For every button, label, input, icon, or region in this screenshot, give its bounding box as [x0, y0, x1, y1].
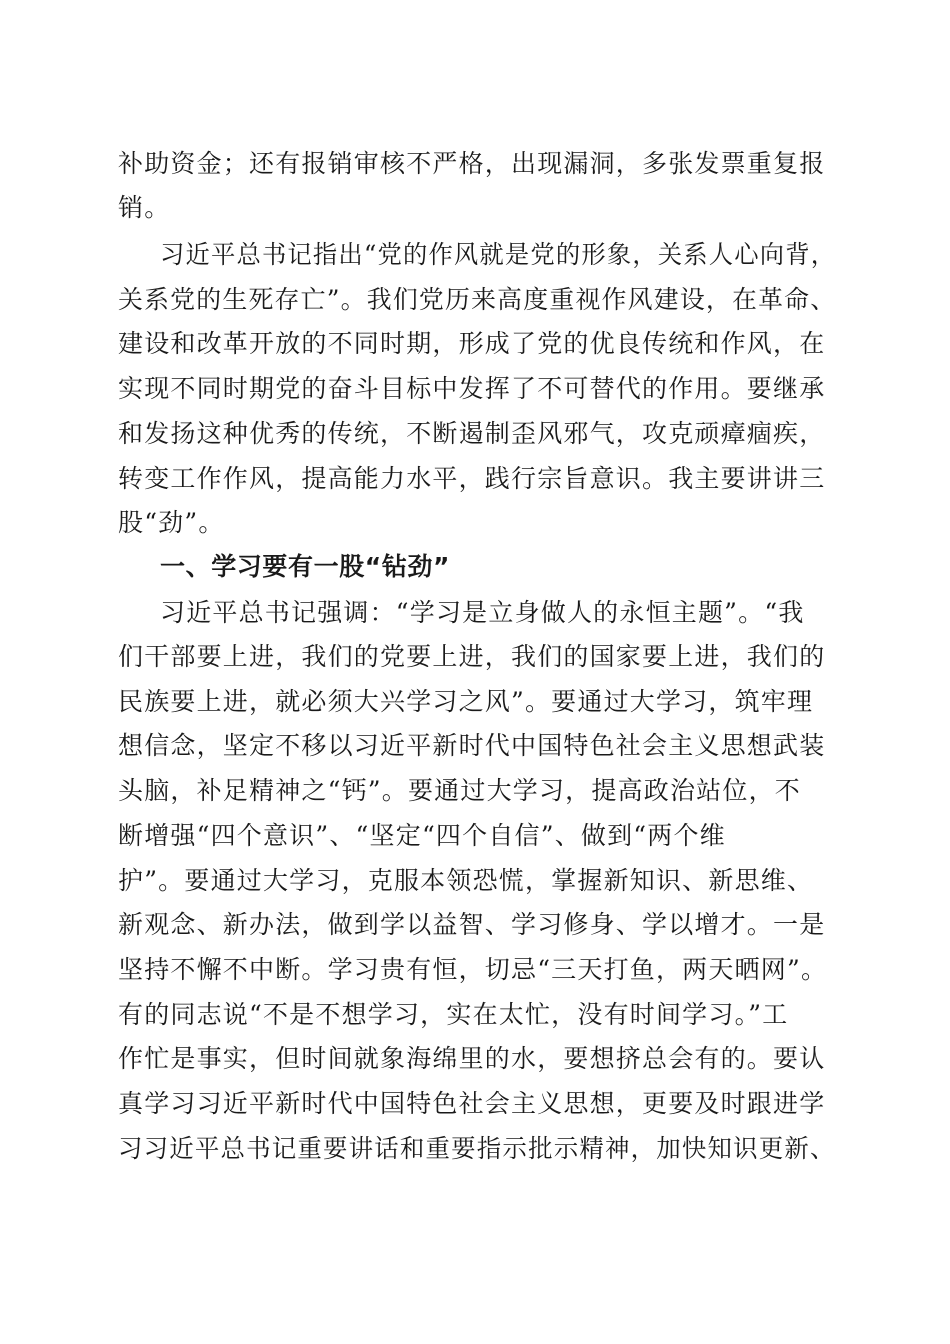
body-text-line: 新观念、新办法，做到学以益智、学习修身、学以增才。一是 — [118, 910, 826, 939]
body-text-line: 建设和改革开放的不同时期，形成了党的优良传统和作风，在 — [118, 329, 826, 358]
body-text-line: 真学习习近平新时代中国特色社会主义思想，更要及时跟进学 — [118, 1089, 826, 1118]
body-text-line: 坚持不懈不中断。学习贵有恒，切忌“三天打鱼，两天晒网”。 — [118, 955, 828, 984]
body-text-line: 们干部要上进，我们的党要上进，我们的国家要上进，我们的 — [118, 642, 826, 671]
body-text-line: 关系党的生死存亡”。我们党历来高度重视作风建设，在革命、 — [118, 285, 837, 314]
body-text-line: 断增强“四个意识”、“坚定“四个自信”、做到“两个维 — [118, 821, 726, 850]
body-text-line: 转变工作作风，提高能力水平，践行宗旨意识。我主要讲讲三 — [118, 464, 826, 493]
body-text-line: 作忙是事实，但时间就象海绵里的水，要想挤总会有的。要认 — [118, 1044, 826, 1073]
body-text-line: 股“劲”。 — [118, 508, 225, 537]
body-text-line: 习习近平总书记重要讲话和重要指示批示精神，加快知识更新、 — [118, 1134, 836, 1163]
body-text-line: 有的同志说“不是不想学习，实在太忙，没有时间学习。”工 — [118, 1000, 789, 1029]
body-text-line: 想信念，坚定不移以习近平新时代中国特色社会主义思想武装 — [118, 731, 826, 760]
body-text-line: 民族要上进，就必须大兴学习之风”。要通过大学习，筑牢理 — [118, 687, 814, 716]
body-text-line: 实现不同时期党的奋斗目标中发挥了不可替代的作用。要继承 — [118, 374, 826, 403]
paragraph-first-line: 习近平总书记强调：“学习是立身做人的永恒主题”。“我 — [160, 598, 805, 627]
body-text-line: 头脑，补足精神之“钙”。要通过大学习，提高政治站位，不 — [118, 776, 801, 805]
body-text-line: 销。 — [118, 193, 171, 222]
paragraph-first-line: 习近平总书记指出“党的作风就是党的形象，关系人心向背， — [160, 240, 837, 269]
section-heading: 一、学习要有一股“钻劲” — [160, 552, 451, 581]
body-text-line: 和发扬这种优秀的传统，不断遏制歪风邪气，攻克顽瘴痼疾， — [118, 419, 826, 448]
body-text-line: 护”。要通过大学习，克服本领恐慌，掌握新知识、新思维、 — [118, 866, 814, 895]
body-text-line: 补助资金；还有报销审核不严格，出现漏洞，多张发票重复报 — [118, 149, 826, 178]
